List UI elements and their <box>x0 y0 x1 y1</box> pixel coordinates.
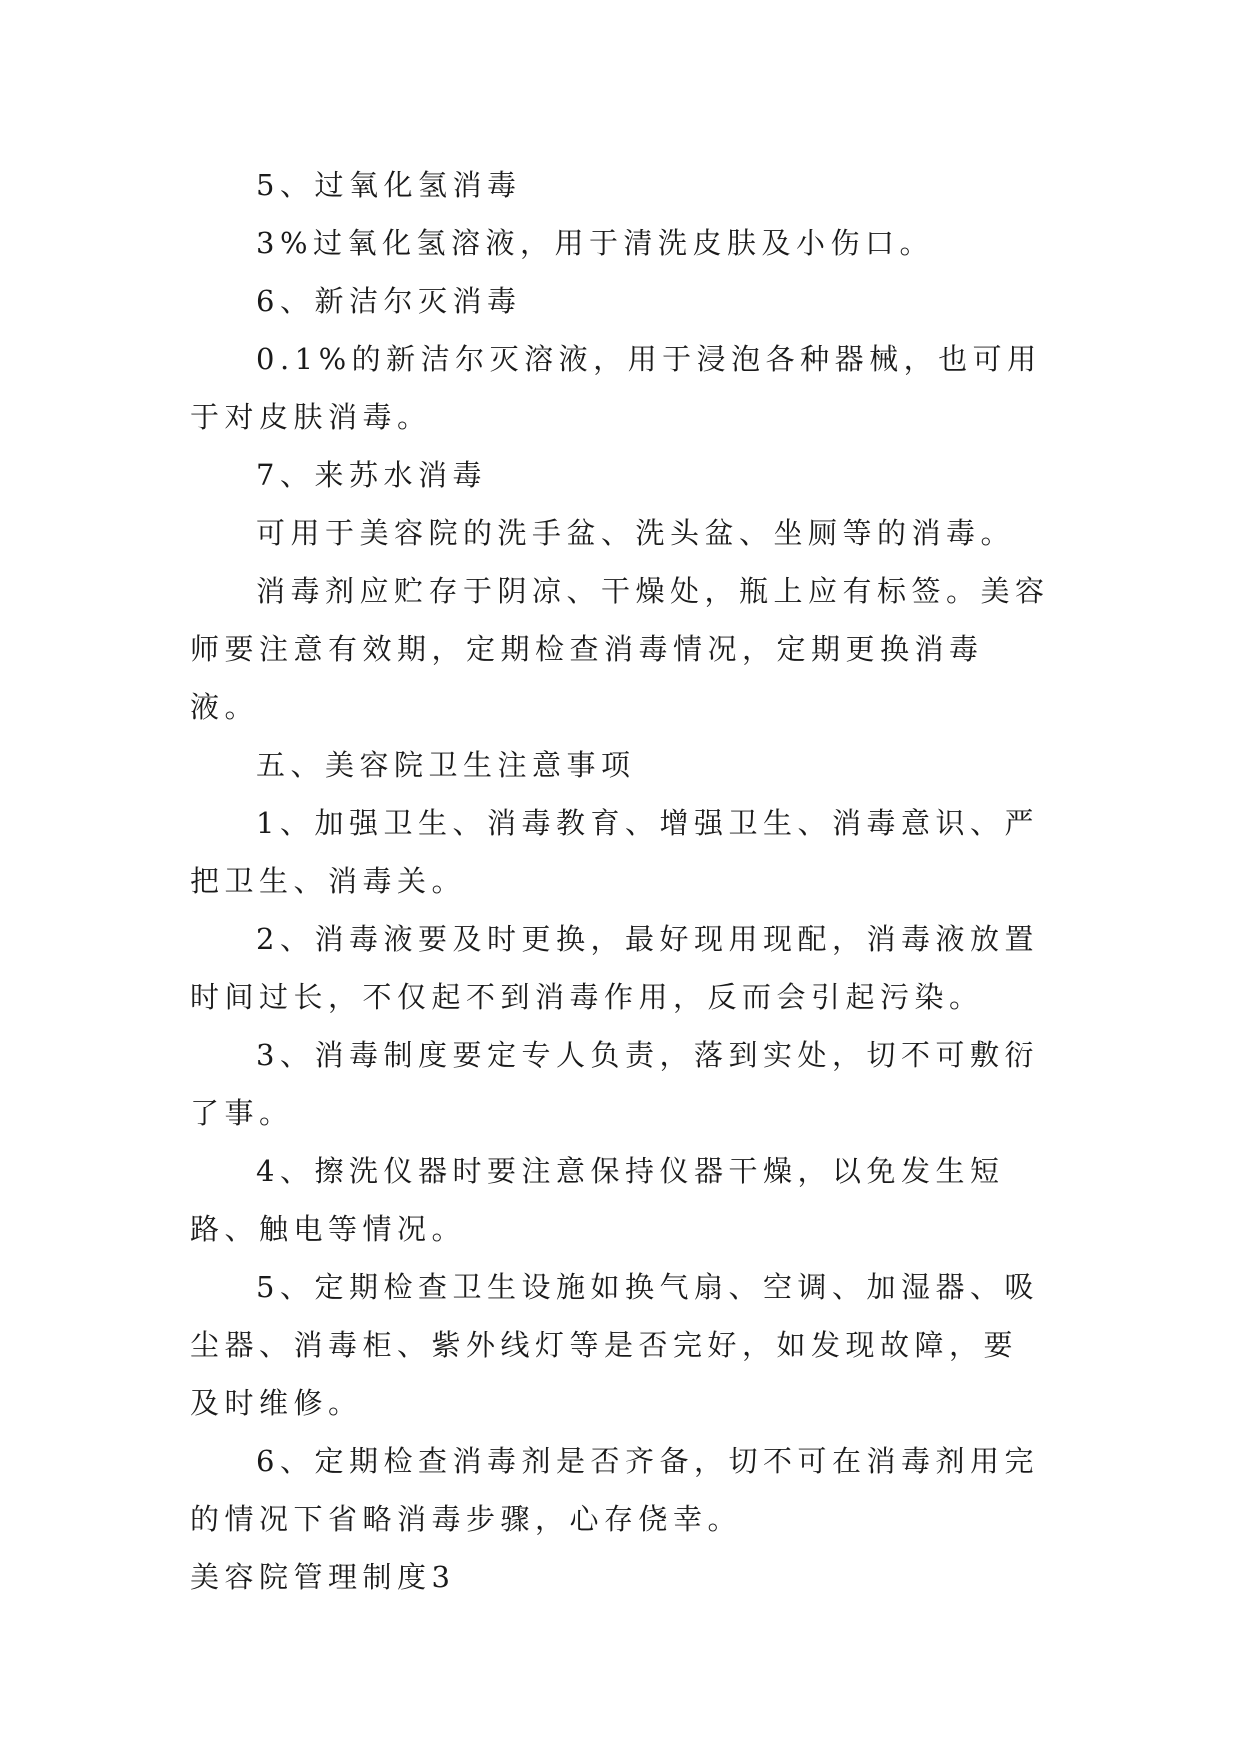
section-heading: 五、美容院卫生注意事项 <box>256 748 636 782</box>
list-item: 6、定期检查消毒剂是否齐备，切不可在消毒剂用完的情况下省略消毒步骤，心存侥幸。 <box>190 1444 1039 1536</box>
item-heading: 5、过氧化氢消毒 <box>256 168 522 202</box>
item-description: 3%过氧化氢溶液，用于清洗皮肤及小伤口。 <box>256 226 935 260</box>
document-title: 美容院管理制度3 <box>190 1560 456 1594</box>
item-description: 0.1%的新洁尔灭溶液，用于浸泡各种器械，也可用于对皮肤消毒。 <box>190 342 1042 434</box>
item-description: 可用于美容院的洗手盆、洗头盆、坐厕等的消毒。 <box>256 516 1016 550</box>
list-item: 3、消毒制度要定专人负责，落到实处，切不可敷衍了事。 <box>190 1038 1039 1130</box>
item-heading: 6、新洁尔灭消毒 <box>256 284 522 318</box>
storage-note: 消毒剂应贮存于阴凉、干燥处，瓶上应有标签。美容师要注意有效期，定期检查消毒情况，定期更换消毒液。 <box>190 574 1050 724</box>
list-item: 5、定期检查卫生设施如换气扇、空调、加湿器、吸尘器、消毒柜、紫外线灯等是否完好，如发现故障，要及时维修。 <box>190 1270 1039 1420</box>
item-heading: 7、来苏水消毒 <box>256 458 487 492</box>
list-item: 4、擦洗仪器时要注意保持仪器干燥，以免发生短路、触电等情况。 <box>190 1154 1005 1246</box>
list-item: 2、消毒液要及时更换，最好现用现配，消毒液放置时间过长，不仅起不到消毒作用，反而会引起污染。 <box>190 922 1039 1014</box>
list-item: 1、加强卫生、消毒教育、增强卫生、消毒意识、严把卫生、消毒关。 <box>190 806 1039 898</box>
document-page <box>190 156 1050 1606</box>
